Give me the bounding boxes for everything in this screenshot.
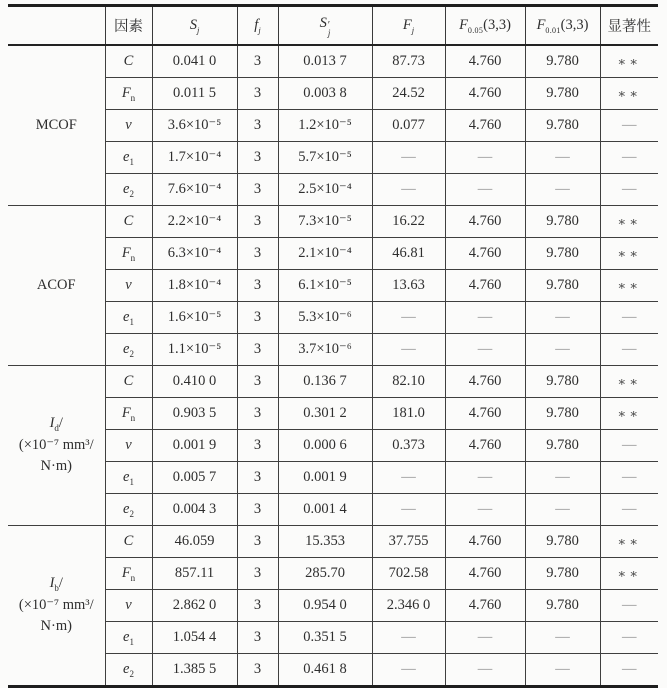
cell-sum-of-squares: 1.054 4 [152, 622, 237, 654]
cell-dof: 3 [237, 270, 278, 302]
cell-sum-of-squares: 6.3×10⁻⁴ [152, 238, 237, 270]
cell-significance: — [600, 590, 658, 622]
cell-adjusted-sum: 0.136 7 [278, 366, 372, 398]
cell-f-ratio: — [372, 494, 445, 526]
cell-dof: 3 [237, 366, 278, 398]
cell-f001-critical: 9.780 [525, 558, 600, 590]
factor-label: $e_2$ [105, 334, 152, 366]
table-row [8, 174, 658, 206]
cell-f005-critical: — [445, 174, 525, 206]
cell-f001-critical: — [525, 174, 600, 206]
table-row [8, 430, 658, 462]
cell-f005-critical: 4.760 [445, 270, 525, 302]
cell-adjusted-sum: 0.954 0 [278, 590, 372, 622]
cell-dof: 3 [237, 526, 278, 558]
factor-label: $F_n$ [105, 78, 152, 110]
cell-adjusted-sum: 7.3×10⁻⁵ [278, 206, 372, 238]
anova-table [8, 4, 658, 688]
cell-f001-critical: 9.780 [525, 590, 600, 622]
factor-label: $e_2$ [105, 174, 152, 206]
cell-significance: — [600, 654, 658, 687]
cell-f-ratio: 37.755 [372, 526, 445, 558]
factor-label: C [105, 206, 152, 238]
cell-f001-critical: — [525, 142, 600, 174]
table-row [8, 590, 658, 622]
cell-adjusted-sum: 3.7×10⁻⁶ [278, 334, 372, 366]
cell-sum-of-squares: 0.011 5 [152, 78, 237, 110]
cell-dof: 3 [237, 558, 278, 590]
cell-dof: 3 [237, 462, 278, 494]
factor-label: C [105, 366, 152, 398]
cell-f005-critical: 4.760 [445, 558, 525, 590]
col-header-factor [105, 6, 152, 46]
table-row [8, 110, 658, 142]
cell-adjusted-sum: 5.3×10⁻⁶ [278, 302, 372, 334]
table-row [8, 622, 658, 654]
col-header-f001: $F_{0.01}(3,3)$ [525, 6, 600, 46]
factor-label: v [105, 430, 152, 462]
cell-adjusted-sum: 0.000 6 [278, 430, 372, 462]
cell-significance: ∗∗ [600, 526, 658, 558]
cell-significance: ∗∗ [600, 238, 658, 270]
cell-dof: 3 [237, 142, 278, 174]
cell-sum-of-squares: 857.11 [152, 558, 237, 590]
cell-f001-critical: 9.780 [525, 430, 600, 462]
cell-f005-critical: — [445, 334, 525, 366]
factor-label: v [105, 590, 152, 622]
cell-adjusted-sum: 0.001 4 [278, 494, 372, 526]
cell-f005-critical: 4.760 [445, 366, 525, 398]
cell-f005-critical: 4.760 [445, 238, 525, 270]
cell-sum-of-squares: 1.8×10⁻⁴ [152, 270, 237, 302]
cell-dof: 3 [237, 238, 278, 270]
group-label [8, 526, 105, 687]
cell-f-ratio: — [372, 174, 445, 206]
table-row [8, 494, 658, 526]
col-header-f005: $F_{0.05}(3,3)$ [445, 6, 525, 46]
cell-f001-critical: 9.780 [525, 366, 600, 398]
cell-dof: 3 [237, 110, 278, 142]
table-row [8, 462, 658, 494]
cell-f005-critical: 4.760 [445, 590, 525, 622]
cell-f005-critical: 4.760 [445, 78, 525, 110]
cell-dof: 3 [237, 590, 278, 622]
group-label-line: $I_d/$ [49, 414, 63, 433]
cell-f-ratio: 181.0 [372, 398, 445, 430]
cell-sum-of-squares: 7.6×10⁻⁴ [152, 174, 237, 206]
table-row [8, 78, 658, 110]
cell-significance: — [600, 142, 658, 174]
cell-sum-of-squares: 0.410 0 [152, 366, 237, 398]
cell-significance: — [600, 110, 658, 142]
table-row [8, 45, 658, 78]
cell-dof: 3 [237, 334, 278, 366]
cell-sum-of-squares: 0.004 3 [152, 494, 237, 526]
cell-f-ratio: — [372, 462, 445, 494]
cell-f001-critical: 9.780 [525, 45, 600, 78]
cell-significance: ∗∗ [600, 45, 658, 78]
cell-adjusted-sum: 0.351 5 [278, 622, 372, 654]
col-header-fj-dof: $f_j$ [237, 6, 278, 46]
col-header-significance-label: 显著性 [607, 19, 651, 35]
cell-adjusted-sum: 5.7×10⁻⁵ [278, 142, 372, 174]
cell-dof: 3 [237, 398, 278, 430]
cell-sum-of-squares: 3.6×10⁻⁵ [152, 110, 237, 142]
cell-f001-critical: — [525, 494, 600, 526]
factor-label: v [105, 110, 152, 142]
cell-significance: ∗∗ [600, 270, 658, 302]
cell-f-ratio: 82.10 [372, 366, 445, 398]
group-label [8, 366, 105, 526]
cell-significance: — [600, 462, 658, 494]
col-header-sj-prime: S ′ j [278, 6, 372, 46]
cell-dof: 3 [237, 78, 278, 110]
cell-f-ratio: 702.58 [372, 558, 445, 590]
cell-adjusted-sum: 15.353 [278, 526, 372, 558]
cell-f001-critical: 9.780 [525, 238, 600, 270]
table-row [8, 302, 658, 334]
cell-adjusted-sum: 285.70 [278, 558, 372, 590]
factor-label: $F_n$ [105, 398, 152, 430]
table-row [8, 206, 658, 238]
cell-significance: ∗∗ [600, 206, 658, 238]
cell-sum-of-squares: 0.005 7 [152, 462, 237, 494]
factor-label: $e_2$ [105, 494, 152, 526]
table-row [8, 366, 658, 398]
cell-significance: — [600, 174, 658, 206]
cell-sum-of-squares: 1.7×10⁻⁴ [152, 142, 237, 174]
col-header-f-ratio: $F_j$ [372, 6, 445, 46]
cell-f001-critical: — [525, 334, 600, 366]
header-row [8, 6, 658, 46]
cell-adjusted-sum: 0.003 8 [278, 78, 372, 110]
cell-significance: ∗∗ [600, 78, 658, 110]
cell-significance: — [600, 302, 658, 334]
cell-f001-critical: — [525, 302, 600, 334]
cell-dof: 3 [237, 654, 278, 687]
cell-significance: — [600, 622, 658, 654]
cell-sum-of-squares: 46.059 [152, 526, 237, 558]
factor-label: $e_1$ [105, 302, 152, 334]
cell-sum-of-squares: 1.1×10⁻⁵ [152, 334, 237, 366]
table-body [8, 45, 658, 687]
table-row [8, 334, 658, 366]
col-header-sj: $S_j$ [152, 6, 237, 46]
cell-f-ratio: 0.077 [372, 110, 445, 142]
cell-dof: 3 [237, 45, 278, 78]
cell-f005-critical: 4.760 [445, 398, 525, 430]
group-label-line: N·m) [40, 458, 72, 475]
cell-f005-critical: — [445, 622, 525, 654]
cell-dof: 3 [237, 494, 278, 526]
table-row [8, 526, 658, 558]
factor-label: $F_n$ [105, 238, 152, 270]
cell-adjusted-sum: 1.2×10⁻⁵ [278, 110, 372, 142]
factor-label: $e_1$ [105, 622, 152, 654]
table-row [8, 238, 658, 270]
cell-f001-critical: 9.780 [525, 526, 600, 558]
cell-f-ratio: 87.73 [372, 45, 445, 78]
cell-f-ratio: — [372, 142, 445, 174]
group-label [8, 45, 105, 206]
cell-significance: ∗∗ [600, 398, 658, 430]
factor-label: C [105, 526, 152, 558]
group-label-line: (×10⁻⁷ mm³/ [18, 596, 94, 613]
cell-significance: — [600, 430, 658, 462]
cell-f001-critical: 9.780 [525, 206, 600, 238]
factor-label: $e_1$ [105, 142, 152, 174]
cell-dof: 3 [237, 302, 278, 334]
cell-sum-of-squares: 0.903 5 [152, 398, 237, 430]
cell-f-ratio: 13.63 [372, 270, 445, 302]
cell-adjusted-sum: 6.1×10⁻⁵ [278, 270, 372, 302]
cell-adjusted-sum: 2.1×10⁻⁴ [278, 238, 372, 270]
cell-adjusted-sum: 0.301 2 [278, 398, 372, 430]
factor-label: $e_1$ [105, 462, 152, 494]
cell-sum-of-squares: 1.6×10⁻⁵ [152, 302, 237, 334]
col-header-significance [600, 6, 658, 46]
factor-label: $e_2$ [105, 654, 152, 687]
table-row [8, 398, 658, 430]
cell-f001-critical: 9.780 [525, 270, 600, 302]
group-label-line: ACOF [36, 276, 76, 293]
cell-sum-of-squares: 0.041 0 [152, 45, 237, 78]
group-label-line: $I_b/$ [49, 574, 63, 593]
cell-significance: — [600, 494, 658, 526]
cell-f001-critical: — [525, 654, 600, 687]
cell-f005-critical: 4.760 [445, 206, 525, 238]
cell-f005-critical: 4.760 [445, 526, 525, 558]
cell-f001-critical: — [525, 462, 600, 494]
table-row [8, 654, 658, 687]
factor-label: $F_n$ [105, 558, 152, 590]
group-label-line: N·m) [40, 618, 72, 635]
cell-f005-critical: 4.760 [445, 45, 525, 78]
cell-adjusted-sum: 0.461 8 [278, 654, 372, 687]
cell-sum-of-squares: 2.862 0 [152, 590, 237, 622]
cell-dof: 3 [237, 206, 278, 238]
group-label-line: MCOF [35, 116, 77, 133]
cell-f-ratio: 24.52 [372, 78, 445, 110]
factor-label: C [105, 45, 152, 78]
cell-adjusted-sum: 0.001 9 [278, 462, 372, 494]
cell-f-ratio: 2.346 0 [372, 590, 445, 622]
cell-significance: — [600, 334, 658, 366]
table-row [8, 558, 658, 590]
cell-f-ratio: 16.22 [372, 206, 445, 238]
cell-significance: ∗∗ [600, 558, 658, 590]
cell-f001-critical: 9.780 [525, 78, 600, 110]
cell-f001-critical: 9.780 [525, 398, 600, 430]
table-row [8, 142, 658, 174]
cell-f-ratio: — [372, 622, 445, 654]
cell-sum-of-squares: 2.2×10⁻⁴ [152, 206, 237, 238]
cell-f005-critical: 4.760 [445, 110, 525, 142]
cell-f005-critical: 4.760 [445, 430, 525, 462]
cell-adjusted-sum: 0.013 7 [278, 45, 372, 78]
cell-adjusted-sum: 2.5×10⁻⁴ [278, 174, 372, 206]
cell-f005-critical: — [445, 494, 525, 526]
cell-f001-critical: 9.780 [525, 110, 600, 142]
group-label [8, 206, 105, 366]
col-header-blank [8, 6, 105, 46]
cell-sum-of-squares: 0.001 9 [152, 430, 237, 462]
cell-f-ratio: 46.81 [372, 238, 445, 270]
cell-f001-critical: — [525, 622, 600, 654]
cell-dof: 3 [237, 622, 278, 654]
cell-significance: ∗∗ [600, 366, 658, 398]
group-label-line: (×10⁻⁷ mm³/ [18, 436, 94, 453]
cell-f-ratio: — [372, 334, 445, 366]
cell-f-ratio: 0.373 [372, 430, 445, 462]
cell-f005-critical: — [445, 302, 525, 334]
cell-f005-critical: — [445, 654, 525, 687]
cell-f-ratio: — [372, 302, 445, 334]
col-header-factor-label: 因素 [114, 19, 143, 35]
cell-dof: 3 [237, 430, 278, 462]
cell-f005-critical: — [445, 462, 525, 494]
table-row [8, 270, 658, 302]
table-header [8, 6, 658, 46]
cell-f005-critical: — [445, 142, 525, 174]
factor-label: v [105, 270, 152, 302]
cell-dof: 3 [237, 174, 278, 206]
cell-f-ratio: — [372, 654, 445, 687]
cell-sum-of-squares: 1.385 5 [152, 654, 237, 687]
